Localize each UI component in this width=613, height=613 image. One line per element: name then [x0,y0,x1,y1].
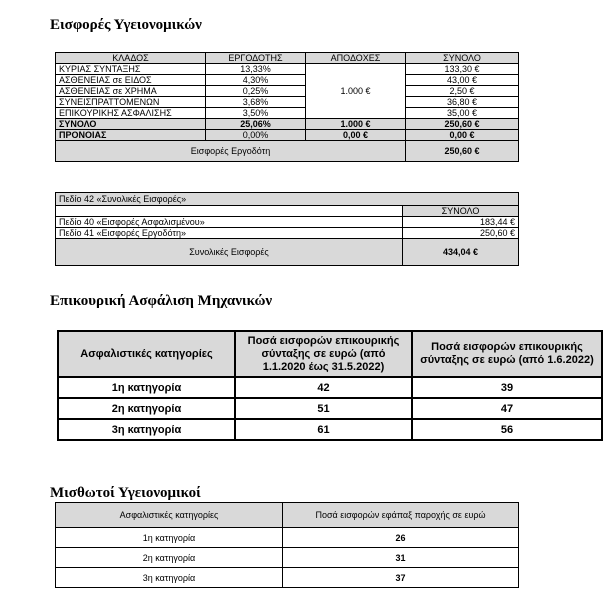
header-employer: ΕΡΓΟΔΟΤΗΣ [206,53,306,64]
lump-sum-value: 26 [283,528,519,548]
summary-header: ΣΥΝΟΛΟ [403,206,519,217]
amount-2022: 56 [412,419,602,440]
field-41-label: Πεδίο 41 «Εισφορές Εργοδότη» [56,228,403,239]
header-salary: ΑΠΟΔΟΧΕΣ [306,53,406,64]
table-row [58,419,602,440]
amount-2020: 51 [235,398,412,419]
amount-2022: 47 [412,398,602,419]
table-row [56,108,519,119]
table-row [58,377,602,398]
category-label: 1η κατηγορία [56,528,283,548]
header-lump-sum: Ποσά εισφορών εφάπαξ παροχής σε ευρώ [283,503,519,528]
header-categories: Ασφαλιστικές κατηγορίες [56,503,283,528]
lump-sum-value: 31 [283,548,519,568]
row-label: ΕΠΙΚΟΥΡΙΚΗΣ ΑΣΦΑΛΙΣΗΣ [56,108,206,119]
table-row [58,398,602,419]
engineers-table [57,330,603,441]
sum-total: 250,60 € [406,119,519,130]
total-contributions-row [56,239,519,266]
summary-title: Πεδίο 42 «Συνολικές Εισφορές» [56,193,519,206]
row-percent: 13,33% [206,64,306,75]
pronoia-percent: 0,00% [206,130,306,141]
header-amount-2020: Ποσά εισφορών επικουρικής σύνταξης σε ευρώ (από 1.1.2020 έως 31.5.2022) [235,331,412,377]
summary-table [55,192,519,266]
employer-label: Εισφορές Εργοδότη [56,141,406,162]
summary-header-row [56,206,519,217]
row-total: 2,50 € [406,86,519,97]
table-row [56,228,519,239]
section-title-engineers: Επικουρική Ασφάλιση Μηχανικών [50,293,273,309]
table-header-row [56,53,519,64]
field-40-value: 183,44 € [403,217,519,228]
table-row [56,86,519,97]
header-amount-2022: Ποσά εισφορών επικουρικής σύνταξης σε ευρώ (από 1.6.2022) [412,331,602,377]
sum-row [56,119,519,130]
section-title-health-contributions: Εισφορές Υγειονομικών [50,17,202,33]
row-label: ΑΣΘΕΝΕΙΑΣ σε ΕΙΔΟΣ [56,75,206,86]
table-row [56,548,519,568]
row-label: ΚΥΡΙΑΣ ΣΥΝΤΑΞΗΣ [56,64,206,75]
row-percent: 0,25% [206,86,306,97]
field-41-value: 250,60 € [403,228,519,239]
category-label: 3η κατηγορία [58,419,235,440]
amount-2020: 61 [235,419,412,440]
row-total: 43,00 € [406,75,519,86]
salary-value: 1.000 € [306,64,406,119]
total-contributions-label: Συνολικές Εισφορές [56,239,403,266]
salaried-header-row [56,503,519,528]
header-total: ΣΥΝΟΛΟ [406,53,519,64]
employer-row [56,141,519,162]
contributions-table [55,52,519,162]
row-percent: 3,68% [206,97,306,108]
header-categories: Ασφαλιστικές κατηγορίες [58,331,235,377]
amount-2022: 39 [412,377,602,398]
pronoia-total: 0,00 € [406,130,519,141]
employer-total: 250,60 € [406,141,519,162]
table-row [56,64,519,75]
row-total: 133,30 € [406,64,519,75]
row-label: ΑΣΘΕΝΕΙΑΣ σε ΧΡΗΜΑ [56,86,206,97]
category-label: 2η κατηγορία [56,548,283,568]
section-title-salaried: Μισθωτοί Υγειονομικοί [50,485,201,501]
sum-label: ΣΥΝΟΛΟ [56,119,206,130]
pronoia-row [56,130,519,141]
engineers-header-row [58,331,602,377]
table-row [56,217,519,228]
row-total: 35,00 € [406,108,519,119]
row-percent: 4,30% [206,75,306,86]
pronoia-salary: 0,00 € [306,130,406,141]
sum-percent: 25,06% [206,119,306,130]
sum-salary: 1.000 € [306,119,406,130]
field-40-label: Πεδίο 40 «Εισφορές Ασφαλισμένου» [56,217,403,228]
row-total: 36,80 € [406,97,519,108]
summary-title-row [56,193,519,206]
amount-2020: 42 [235,377,412,398]
summary-header-blank [56,206,403,217]
category-label: 1η κατηγορία [58,377,235,398]
row-label: ΣΥΝΕΙΣΠΡΑΤΤΟΜΕΝΩΝ [56,97,206,108]
category-label: 2η κατηγορία [58,398,235,419]
table-row [56,75,519,86]
table-row [56,568,519,588]
salaried-table [55,502,519,588]
pronoia-label: ΠΡΟΝΟΙΑΣ [56,130,206,141]
table-row [56,97,519,108]
table-row [56,528,519,548]
lump-sum-value: 37 [283,568,519,588]
total-contributions-value: 434,04 € [403,239,519,266]
category-label: 3η κατηγορία [56,568,283,588]
header-branch: ΚΛΑΔΟΣ [56,53,206,64]
row-percent: 3,50% [206,108,306,119]
